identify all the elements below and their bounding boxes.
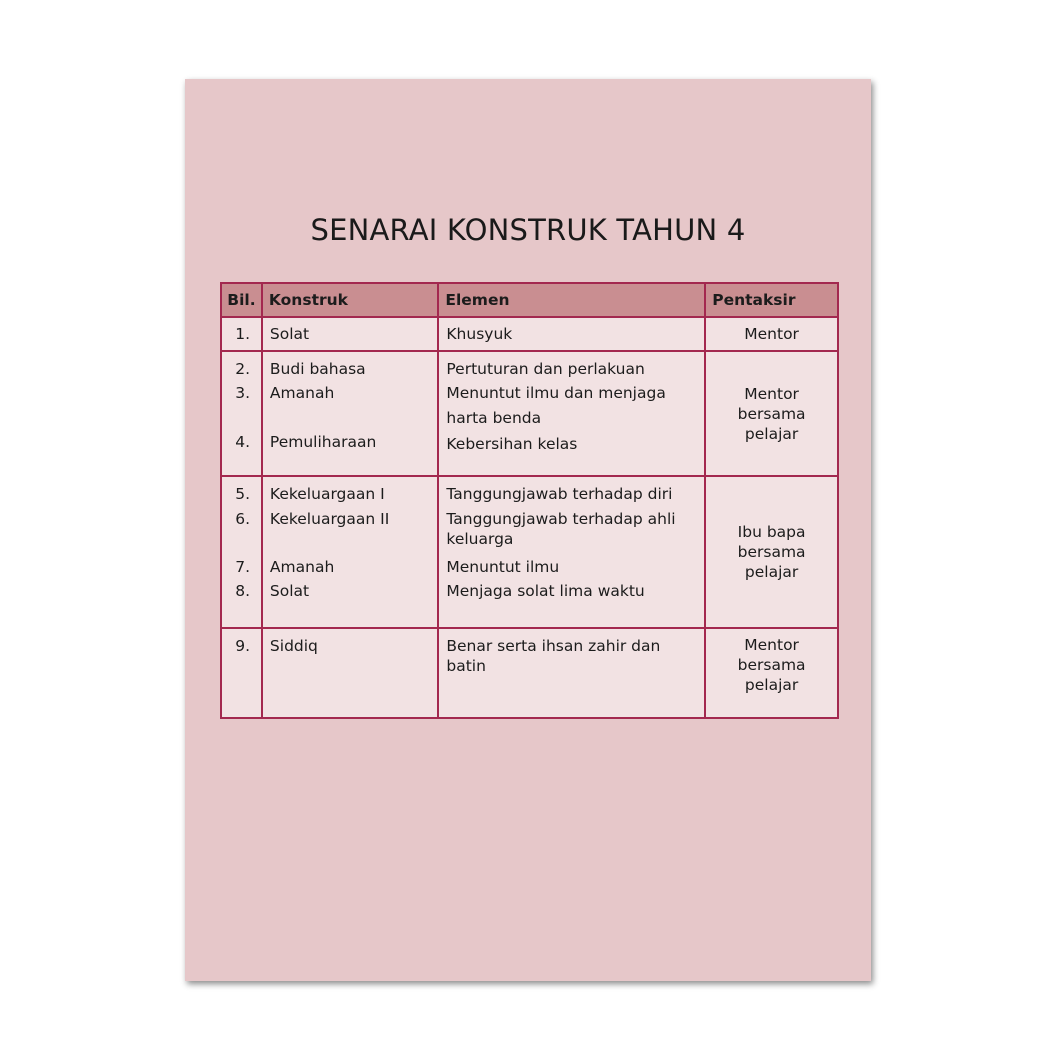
table-row	[221, 317, 838, 351]
pentaksir-text: pelajar	[744, 424, 799, 443]
bil-cell	[221, 317, 262, 351]
header-konstruk: Konstruk	[262, 283, 438, 317]
table-row	[221, 476, 838, 628]
pentaksir-text: pelajar	[744, 676, 799, 694]
konstruk-text: Pemuliharaan	[269, 433, 377, 451]
elemen-text: Benar serta ihsan zahir dan	[446, 637, 661, 655]
elemen-cell	[438, 317, 705, 351]
pentaksir-text: Mentor	[744, 636, 799, 654]
konstruk-cell	[262, 476, 438, 628]
row-number: 8.	[235, 582, 250, 600]
bil-cell	[221, 628, 262, 718]
elemen-text: Menuntut ilmu	[446, 558, 560, 576]
konstruk-text: Budi bahasa	[269, 360, 366, 378]
elemen-text: Menuntut ilmu dan menjaga	[446, 384, 666, 402]
konstruk-text: Solat	[269, 582, 310, 600]
elemen-text: Khusyuk	[446, 325, 513, 343]
elemen-text: keluarga	[446, 530, 514, 548]
row-number: 3.	[235, 384, 250, 402]
elemen-text: Pertuturan dan perlakuan	[446, 360, 645, 378]
elemen-text: Kebersihan kelas	[446, 435, 578, 453]
table-row	[221, 351, 838, 476]
row-number: 4.	[235, 433, 250, 451]
pentaksir-text: Mentor	[744, 325, 799, 343]
pentaksir-cell	[705, 351, 838, 476]
elemen-text: harta benda	[446, 409, 542, 427]
konstruk-text: Kekeluargaan I	[269, 485, 385, 503]
elemen-cell	[438, 476, 705, 628]
konstruk-text: Amanah	[269, 558, 335, 576]
header-elemen: Elemen	[438, 283, 705, 317]
elemen-text: batin	[446, 657, 486, 675]
pentaksir-cell	[705, 628, 838, 718]
bil-cell	[221, 476, 262, 628]
table-row	[221, 628, 838, 718]
row-number: 6.	[235, 510, 250, 528]
konstruk-cell	[262, 351, 438, 476]
pentaksir-text: Ibu bapa	[737, 523, 806, 541]
pentaksir-text: bersama	[737, 543, 806, 561]
row-number: 7.	[235, 558, 250, 576]
page-title: SENARAI KONSTRUK TAHUN 4	[310, 213, 746, 247]
pentaksir-text: bersama	[737, 404, 806, 423]
konstruk-text: Solat	[269, 325, 310, 343]
row-number: 5.	[235, 485, 250, 503]
pentaksir-text: pelajar	[744, 563, 799, 581]
table-header-row	[221, 283, 838, 317]
pentaksir-text: bersama	[737, 656, 806, 674]
pentaksir-cell	[705, 317, 838, 351]
header-bil: Bil.	[221, 283, 262, 317]
pentaksir-text: Mentor	[744, 384, 799, 403]
konstruk-table	[220, 282, 839, 719]
row-number: 2.	[235, 360, 250, 378]
elemen-cell	[438, 628, 705, 718]
document-page	[185, 79, 871, 981]
elemen-text: Menjaga solat lima waktu	[446, 582, 645, 600]
elemen-cell	[438, 351, 705, 476]
konstruk-cell	[262, 628, 438, 718]
bil-cell	[221, 351, 262, 476]
row-number: 9.	[235, 637, 250, 655]
konstruk-text: Kekeluargaan II	[269, 510, 390, 528]
header-pentaksir: Pentaksir	[705, 283, 838, 317]
konstruk-cell	[262, 317, 438, 351]
row-number: 1.	[235, 325, 250, 343]
pentaksir-cell	[705, 476, 838, 628]
konstruk-text: Siddiq	[269, 637, 318, 655]
elemen-text: Tanggungjawab terhadap ahli	[446, 510, 676, 528]
konstruk-text: Amanah	[269, 384, 335, 402]
elemen-text: Tanggungjawab terhadap diri	[446, 485, 673, 503]
